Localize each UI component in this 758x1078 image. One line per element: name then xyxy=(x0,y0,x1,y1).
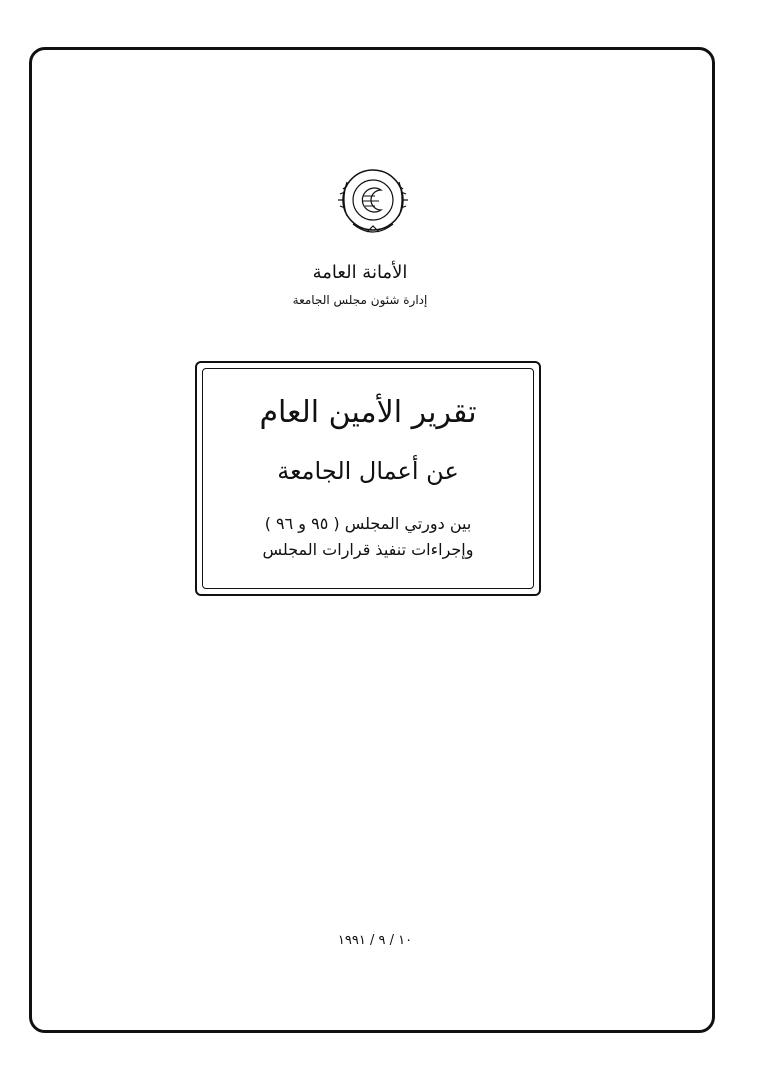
document-date: ١٠ / ٩ / ١٩٩١ xyxy=(337,933,413,948)
title-box xyxy=(195,361,541,596)
department-name: إدارة شئون مجلس الجامعة xyxy=(292,293,428,307)
report-scope: وإجراءات تنفيذ قرارات المجلس xyxy=(262,540,474,559)
report-period: بين دورتي المجلس ( ٩٥ و ٩٦ ) xyxy=(264,514,472,533)
report-subtitle: عن أعمال الجامعة xyxy=(277,457,459,485)
organization-name: الأمانة العامة xyxy=(312,262,408,283)
report-title: تقرير الأمين العام xyxy=(259,395,477,430)
arab-league-emblem-icon xyxy=(331,160,415,244)
